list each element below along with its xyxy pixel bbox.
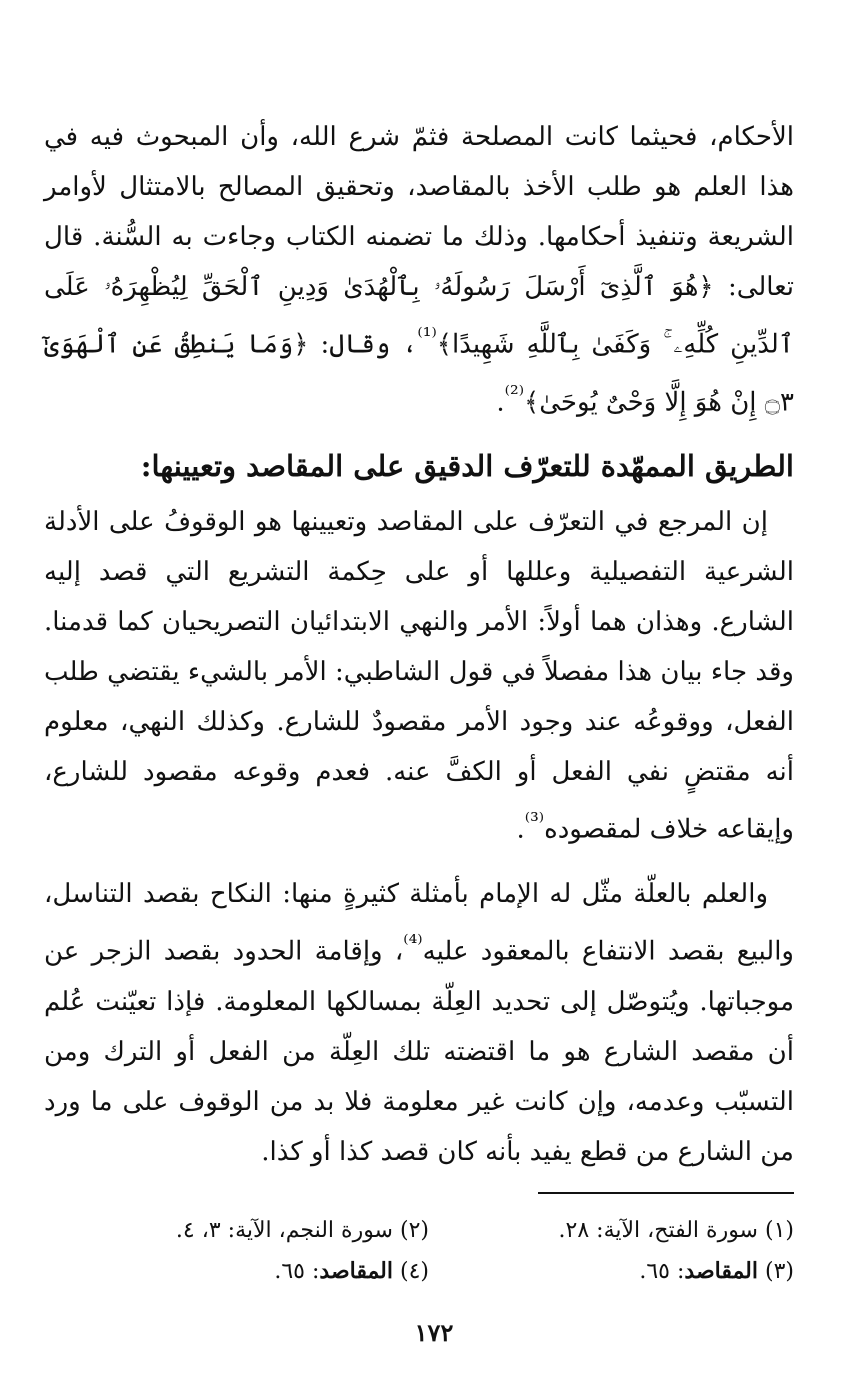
paragraph-1 — [44, 112, 794, 427]
section-heading: الطريق الممهّدة للتعرّف الدقيق على المقاصد وتعيينها: — [140, 449, 794, 484]
footnote-1: (١) سورة الفتح، الآية: ٢٨. — [558, 1218, 794, 1243]
footnote-3 — [449, 1254, 794, 1289]
footnote-4-page: : ٦٥. — [274, 1259, 320, 1284]
quran-verse-2: ﴿وَمَا يَنطِقُ عَنِ ٱلْهَوَىٰٓ ۝٣ إِنْ هُوَ إِلَّا وَحْىٌ يُوحَىٰ﴾ — [44, 329, 794, 418]
footnote-divider — [538, 1192, 794, 1194]
footnote-2: (٢) سورة النجم، الآية: ٣، ٤. — [175, 1218, 429, 1243]
footnote-ref-3[interactable]: ⁽³⁾ — [524, 809, 545, 835]
quran-verse-1: ﴿هُوَ ٱلَّذِىٓ أَرْسَلَ رَسُولَهُۥ بِٱلْهُدَىٰ وَدِينِ ٱلْحَقِّ لِيُظْهِرَهُۥ عَلَى ٱلدِّينِ كُلِّهِۦ ۚ وَكَفَىٰ بِٱللَّهِ شَهِيدًا﴾ — [44, 272, 795, 360]
paragraph-1-text: الأحكام، فحيثما كانت المصلحة فثمّ شرع الله، وأن المبحوث فيه في هذا العلم هو طلب الأخذ بالمقاصد، وتحقيق المصالح بالامتثال لأوامر الشريعة وتنفيذ أحكامها. وذلك ما تضمنه الكتاب وجاءت به السُّنة. قال تعالى: — [44, 122, 794, 302]
paragraph-3-text-a: والعلم بالعلّة مثّل له الإمام بأمثلة كثيرةٍ منها: النكاح بقصد التناسل، والبيع بقصد الانتفاع بالمعقود عليه — [44, 878, 794, 967]
paragraph-2 — [44, 497, 794, 855]
footnote-ref-1[interactable]: ⁽¹⁾ — [417, 324, 437, 349]
footnotes — [84, 1214, 794, 1289]
footnote-3-source: المقاصد — [684, 1258, 758, 1284]
connector-text: ، وقال: — [320, 329, 418, 360]
footnote-4-number: (٤) — [393, 1259, 429, 1284]
page-body — [44, 112, 794, 1342]
footnote-ref-2[interactable]: ⁽²⁾ — [504, 381, 525, 407]
footnote-4-source: المقاصد — [319, 1258, 393, 1284]
sentence-end: . — [496, 387, 505, 418]
paragraph-2-text: إن المرجع في التعرّف على المقاصد وتعيينها هو الوقوفُ على الأدلة الشرعية التفصيلية وعللها أو على حِكمة التشريع التي قصد إليه الشارع. وهذان هما أولاً: الأمر والنهي الابتدائيان التصريحيان كما قدمنا. وقد جاء بيان هذا مفصلاً في قول الشاطبي: الأمر بالشيء يقتضي طلب الفعل، ووقوعُه عند وجود الأمر مقصودٌ للشارع. وكذلك النهي، معلوم أنه مقتضٍ نفي الفعل أو الكفَّ عنه. فعدم وقوعه مقصود للشارع، وإيقاعه خلاف لمقصوده — [44, 507, 794, 845]
footnote-3-page: : ٦٥. — [639, 1259, 685, 1284]
footnote-4 — [84, 1254, 429, 1289]
paragraph-3 — [44, 869, 794, 1177]
paragraph-gap — [44, 855, 794, 869]
page-number: ١٧٢ — [414, 1318, 454, 1347]
footnote-ref-4[interactable]: ⁽⁴⁾ — [403, 930, 423, 956]
paragraph-3-text-b: ، وإقامة الحدود بقصد الزجر عن موجباتها. ويُتوصّل إلى تحديد العِلّة بمسالكها المعلومة. فإذا تعيّنت عُلم أن مقصد الشارع هو ما اقتضته تلك العِلّة من الفعل أو الترك ومن التسبّب وعدمه، وإن كانت غير معلومة فلا بد من الوقوف على ما ورد من الشارع من قطع يفيد بأنه كان قصد كذا أو كذا. — [44, 936, 794, 1167]
footnote-3-number: (٣) — [758, 1259, 794, 1284]
sentence-end: . — [516, 814, 525, 845]
